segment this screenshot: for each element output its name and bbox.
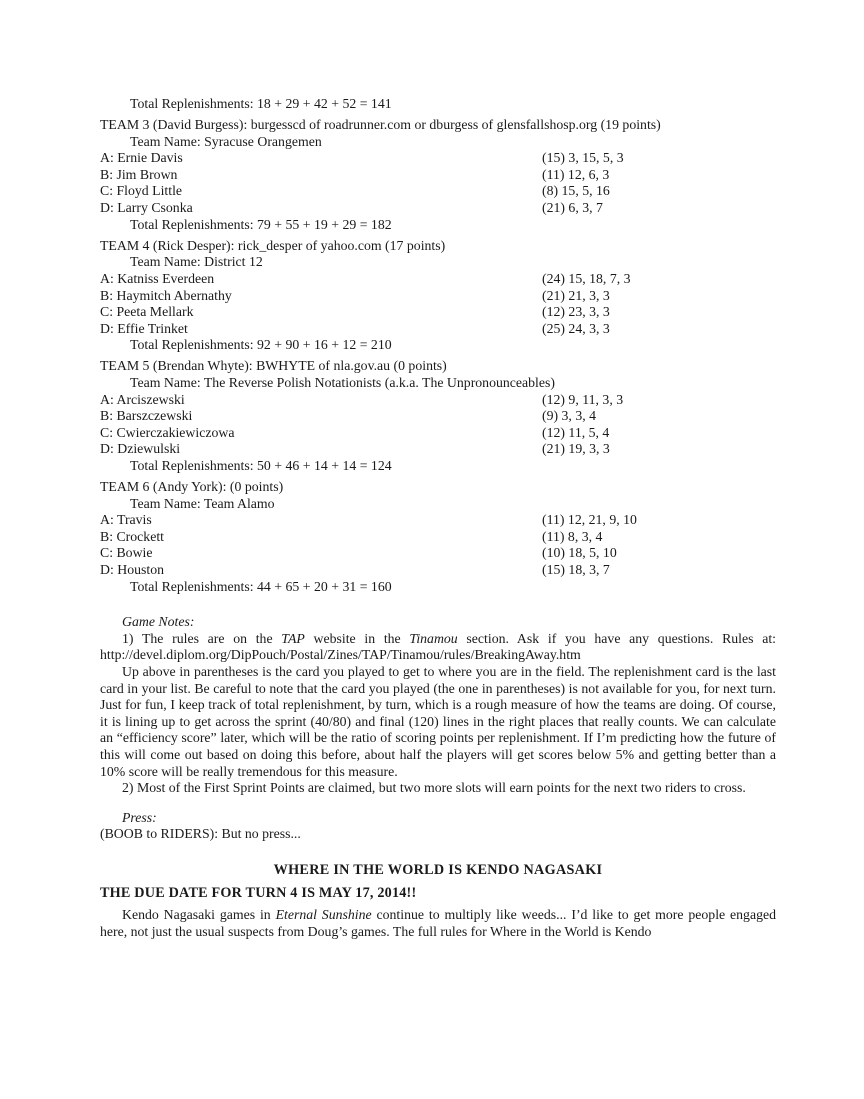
rider-row	[100, 304, 776, 321]
replenishment-paragraph: Up above in parentheses is the card you played to get to where you are in the field. The replenishment card is the last card in your list. Be careful to note that the card you played (the one in parentheses) is not available for you, for next turn. Just for fun, I keep track of total replenishment, by turn, which is a rough measure of how the teams are doing. Of course, it is lining up to get across the sprint (40/80) and final (120) lines in the right places that really counts. We can calculate an “efficiency score” later, which will be the ratio of scoring points per replenishment. If I’m predicting how the future of this will come out based on doing this before, about half the players will get scores below 5% and getting better than a 10% score will be really tremendous for this measure.	[100, 664, 776, 779]
rider-name: B: Jim Brown	[100, 166, 178, 182]
rider-name: C: Bowie	[100, 545, 153, 561]
rider-name: A: Travis	[100, 512, 152, 528]
game-notes-section	[100, 614, 776, 797]
rider-name: C: Peeta Mellark	[100, 304, 194, 320]
rider-row	[100, 167, 776, 184]
team-total-line: Total Replenishments: 44 + 65 + 20 + 31 = 160	[130, 578, 392, 594]
rider-cards: (25) 24, 3, 3	[542, 320, 610, 336]
team-header: TEAM 4 (Rick Desper): rick_desper of yahoo.com (17 points)	[100, 237, 446, 253]
rider-name: D: Larry Csonka	[100, 200, 193, 216]
rider-cards: (24) 15, 18, 7, 3	[542, 270, 631, 286]
intro-total-line: Total Replenishments: 18 + 29 + 42 + 52 = 141	[130, 96, 392, 111]
rider-row	[100, 392, 776, 409]
kendo-paragraph: Kendo Nagasaki games in Eternal Sunshine continue to multiply like weeds... I’d like to get more people engaged here, not just the usual suspects from Doug’s games. The full rules for Where in the World is Kendo	[100, 906, 776, 939]
rider-row	[100, 408, 776, 425]
team-name-line: Team Name: District 12	[130, 254, 263, 270]
game-note-1: 1) The rules are on the TAP website in the Tinamou section. Ask if you have any questions. Rules at:	[122, 630, 777, 646]
rider-cards: (10) 18, 5, 10	[542, 545, 617, 561]
rider-row	[100, 425, 776, 442]
team-name-line: Team Name: Team Alamo	[130, 495, 275, 511]
team-name-line: Team Name: The Reverse Polish Notationists (a.k.a. The Unpronounceables)	[130, 375, 555, 390]
rider-row	[100, 512, 776, 529]
game-notes-heading: Game Notes:	[122, 614, 195, 630]
rider-cards: (8) 15, 5, 16	[542, 183, 610, 199]
rider-name: D: Effie Trinket	[100, 320, 188, 336]
rider-cards: (9) 3, 3, 4	[542, 408, 597, 424]
rider-cards: (11) 12, 6, 3	[542, 166, 610, 182]
team-name-line: Team Name: Syracuse Orangemen	[130, 133, 322, 149]
rider-cards: (21) 19, 3, 3	[542, 441, 610, 457]
rider-row	[100, 183, 776, 200]
rider-name: A: Arciszewski	[100, 391, 185, 407]
team-block-3	[100, 117, 776, 233]
rider-cards: (12) 11, 5, 4	[542, 424, 610, 440]
rider-name: B: Barszczewski	[100, 408, 193, 424]
rider-cards: (11) 12, 21, 9, 10	[542, 512, 637, 528]
team-total-line: Total Replenishments: 92 + 90 + 16 + 12 = 210	[130, 337, 392, 353]
team-total-line: Total Replenishments: 50 + 46 + 14 + 14 = 124	[130, 457, 392, 473]
rider-name: A: Ernie Davis	[100, 150, 183, 166]
press-section	[100, 810, 776, 843]
team-header: TEAM 6 (Andy York): (0 points)	[100, 479, 284, 495]
rider-row	[100, 288, 776, 305]
rider-cards: (21) 21, 3, 3	[542, 287, 610, 303]
rider-row	[100, 271, 776, 288]
rules-url: http://devel.diplom.org/DipPouch/Postal/Zines/TAP/Tinamou/rules/BreakingAway.htm	[100, 647, 581, 663]
team-block-5	[100, 358, 776, 474]
rider-cards: (11) 8, 3, 4	[542, 528, 603, 544]
team-total-line: Total Replenishments: 79 + 55 + 19 + 29 = 182	[130, 216, 392, 232]
rider-row	[100, 200, 776, 217]
rider-row	[100, 150, 776, 167]
rider-name: D: Dziewulski	[100, 441, 181, 457]
team-header: TEAM 3 (David Burgess): burgesscd of roadrunner.com or dburgess of glensfallshosp.org (19 points)	[100, 117, 661, 133]
game-note-2: 2) Most of the First Sprint Points are claimed, but two more slots will earn points for the next two riders to cross.	[122, 780, 746, 796]
rider-name: D: Houston	[100, 562, 165, 578]
kendo-title: WHERE IN THE WORLD IS KENDO NAGASAKI	[273, 861, 603, 878]
rider-row	[100, 562, 776, 579]
rider-cards: (15) 3, 15, 5, 3	[542, 150, 624, 166]
rider-cards: (15) 18, 3, 7	[542, 562, 610, 578]
rider-name: C: Floyd Little	[100, 183, 183, 199]
press-line: (BOOB to RIDERS): But no press...	[100, 826, 301, 842]
rider-cards: (12) 23, 3, 3	[542, 304, 610, 320]
press-heading: Press:	[122, 809, 157, 825]
team-block-4	[100, 238, 776, 354]
rider-row	[100, 441, 776, 458]
rider-name: C: Cwierczakiewiczowa	[100, 424, 235, 440]
due-date-heading: THE DUE DATE FOR TURN 4 IS MAY 17, 2014!!	[100, 884, 417, 901]
team-block-6	[100, 479, 776, 595]
rider-row	[100, 545, 776, 562]
rider-name: B: Haymitch Abernathy	[100, 287, 232, 303]
rider-name: B: Crockett	[100, 528, 164, 544]
rider-row	[100, 321, 776, 338]
rider-cards: (21) 6, 3, 7	[542, 200, 603, 216]
rider-cards: (12) 9, 11, 3, 3	[542, 391, 624, 407]
rider-row	[100, 529, 776, 546]
kendo-section	[100, 861, 776, 940]
rider-name: A: Katniss Everdeen	[100, 270, 215, 286]
team-header: TEAM 5 (Brendan Whyte): BWHYTE of nla.gov.au (0 points)	[100, 358, 447, 374]
